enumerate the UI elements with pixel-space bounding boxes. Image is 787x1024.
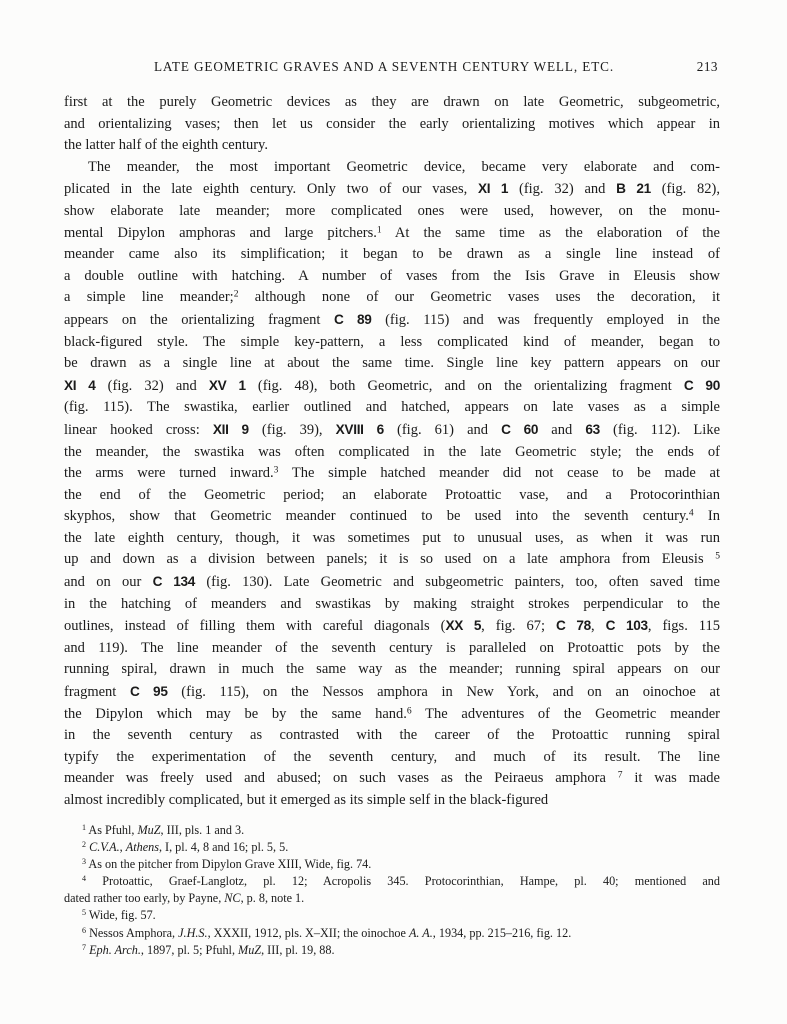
- text-line: [64, 178, 720, 201]
- text-line: [64, 594, 720, 616]
- text-run: Nessos Amphora,: [86, 925, 179, 940]
- text-run: and 119). The line meander of the seventh century is paralleled on Protoattic pots by the: [64, 639, 720, 656]
- text-line: [64, 615, 720, 638]
- footnote-ref: 3: [82, 857, 87, 867]
- text-run: , 1897, pl. 5; Pfuhl,: [140, 942, 239, 957]
- text-run: it was made: [622, 770, 720, 787]
- text-run: a double outline with hatching. A number of vases from the Isis Grave in Eleusis show: [64, 267, 720, 284]
- text-run: meander came also its simplification; it began to be drawn as a single line instead of: [64, 246, 720, 263]
- footnote-ref: 4: [688, 507, 694, 519]
- text-run: At the same time as the elaboration of the: [381, 224, 720, 241]
- text-run: the end of the Geometric period; an elaborate Protoattic vase, and a Protocorinthian: [64, 486, 720, 503]
- text-run: plicated in the late eighth century. Only two of our vases,: [64, 181, 479, 198]
- text-run: , p. 8, note 1.: [240, 891, 305, 906]
- text-run: , XXXII, 1912, pls. X–XII; the oinochoe: [207, 925, 409, 940]
- text-run: Protoattic, Graef-Langlotz, pl. 12; Acropolis 345. Protocorinthian, Hampe, pl. 40; mentioned and: [86, 874, 720, 889]
- text-run: (fig. 39),: [248, 421, 336, 438]
- footnote-ref: 7: [617, 769, 623, 781]
- text-line: [64, 790, 720, 812]
- footnote-item: [64, 873, 720, 907]
- vase-designation: C 95: [130, 684, 168, 700]
- text-run: running spiral, drawn in much the same way as the meander; running spiral appears on our: [64, 661, 720, 678]
- text-run: in the seventh century as contrasted with the career of the Protoattic running spiral: [64, 727, 720, 744]
- italic-citation: J.H.S.: [178, 925, 208, 940]
- text-run: outlines, instead of filling them with careful diagonals (: [64, 618, 446, 635]
- italic-citation: C.V.A.: [89, 840, 120, 855]
- text-run: dated rather too early, by Payne,: [64, 891, 225, 906]
- text-run: Wide, fig. 57.: [86, 908, 156, 923]
- text-run: and orientalizing vases; then let us consider the early orientalizing motives which appear in: [64, 115, 720, 132]
- text-line: [64, 201, 720, 223]
- text-run: although none of our Geometric vases uses the decoration, it: [238, 289, 720, 306]
- vase-designation: C 134: [152, 574, 196, 590]
- text-line: [64, 114, 720, 136]
- text-run: , 1934, pp. 215–216, fig. 12.: [432, 925, 572, 940]
- text-line: [64, 397, 720, 419]
- text-run: and on our: [64, 574, 153, 591]
- text-line: [64, 135, 720, 157]
- text-run: linear hooked cross:: [64, 421, 213, 438]
- text-run: The simple hatched meander did not cease to be made at: [278, 465, 720, 482]
- italic-citation: Eph. Arch.: [89, 942, 141, 957]
- text-run: skyphos, show that Geometric meander continued to be used into the seventh century.: [64, 508, 689, 525]
- text-run: appears on the orientalizing fragment: [64, 311, 334, 328]
- page-number: 213: [696, 59, 718, 74]
- text-run: black-figured style. The simple key-pattern, a less complicated kind of meander, began to: [64, 333, 720, 350]
- footnote-line: [64, 856, 720, 873]
- text-run: in the hatching of meanders and swastikas by making straight strokes perpendicular to the: [64, 595, 720, 612]
- text-run: (fig. 32) and: [508, 181, 617, 198]
- paragraph: [64, 157, 720, 812]
- footnote-ref: 1: [82, 823, 87, 833]
- vase-designation: XX 5: [445, 618, 482, 634]
- text-run: As Pfuhl,: [86, 823, 138, 837]
- text-run: typify the experimentation of the seventh century, and much of its result. The line: [64, 748, 720, 765]
- text-line: [64, 92, 720, 114]
- italic-citation: A. A.: [408, 925, 433, 940]
- footnote-item: [64, 925, 720, 942]
- text-line: [64, 768, 720, 790]
- footnote-item: [64, 856, 720, 873]
- text-line: [64, 244, 720, 266]
- body-text: [64, 92, 720, 812]
- text-line: [64, 528, 720, 550]
- text-run: show elaborate late meander; more complicated ones were used, however, on the monu-: [64, 202, 720, 219]
- text-line: [64, 419, 720, 442]
- text-run: ,: [590, 618, 606, 635]
- text-run: and: [538, 421, 586, 438]
- text-run: (fig. 48), both Geometric, and on the orientalizing fragment: [245, 377, 684, 394]
- footnote-ref: 5: [82, 908, 87, 918]
- text-run: the late eighth century, though, it was sometimes put to unusual uses, as when it was run: [64, 529, 720, 546]
- footnote-ref: 5: [715, 550, 720, 562]
- text-run: (fig. 115) and was frequently employed in the: [371, 311, 720, 328]
- text-run: the meander, the swastika was often complicated in the late Geometric style; the ends of: [64, 443, 720, 460]
- vase-designation: XI 4: [64, 377, 96, 393]
- text-run: The meander, the most important Geometric device, became very elaborate and com-: [88, 158, 720, 175]
- footnote-ref: 4: [82, 874, 87, 884]
- text-run: the latter half of the eighth century.: [64, 137, 268, 154]
- footnote-line: [64, 942, 720, 959]
- text-run: (fig. 115), on the Nessos amphora in New York, and on an oinochoe at: [167, 684, 720, 701]
- page-header-title: LATE GEOMETRIC GRAVES AND A SEVENTH CENTURY WELL, ETC.: [153, 59, 615, 74]
- footnote-ref: 6: [406, 705, 412, 717]
- text-line: [64, 659, 720, 681]
- text-run: In: [693, 508, 720, 525]
- italic-citation: NC: [224, 891, 241, 906]
- footnote-item: [64, 839, 720, 856]
- text-line: [64, 266, 720, 288]
- text-run: up and down as a division between panels; it is so used on a late amphora from Eleusis: [64, 551, 716, 568]
- text-run: ,: [119, 840, 126, 855]
- text-line: [64, 353, 720, 375]
- text-run: , III, pls. 1 and 3.: [160, 823, 245, 837]
- vase-designation: B 21: [616, 181, 651, 197]
- text-line: [64, 506, 720, 528]
- text-line: [64, 571, 720, 594]
- text-run: (fig. 130). Late Geometric and subgeometric painters, too, often saved time: [195, 574, 720, 591]
- text-run: a simple line meander;: [64, 289, 234, 306]
- text-line: [64, 287, 720, 309]
- footnote-ref: 6: [82, 925, 87, 935]
- running-head: [64, 59, 720, 79]
- paragraph: [64, 92, 720, 157]
- vase-designation: C 90: [683, 377, 720, 393]
- italic-citation: MuZ: [238, 942, 262, 957]
- text-line: [64, 638, 720, 660]
- text-line: [64, 704, 720, 726]
- italic-citation: Athens: [125, 840, 159, 855]
- text-line: [64, 375, 720, 398]
- text-run: the arms were turned inward.: [64, 465, 274, 482]
- text-line: [64, 681, 720, 704]
- footnote-line: [64, 839, 720, 856]
- text-line: [64, 485, 720, 507]
- text-run: (fig. 61) and: [383, 421, 502, 438]
- footnotes-section: [64, 822, 720, 959]
- vase-designation: C 60: [501, 421, 539, 437]
- text-run: As on the pitcher from Dipylon Grave XIII, Wide, fig. 74.: [86, 857, 372, 872]
- vase-designation: XII 9: [212, 421, 249, 437]
- text-run: (fig. 32) and: [95, 377, 209, 394]
- text-run: (fig. 112). Like: [599, 421, 720, 438]
- footnote-item: [64, 942, 720, 959]
- footnote-ref: 3: [273, 464, 279, 476]
- vase-designation: C 89: [334, 311, 372, 327]
- footnote-item: [64, 907, 720, 924]
- vase-designation: 63: [585, 421, 600, 437]
- footnote-ref: 7: [82, 942, 87, 952]
- text-line: [64, 549, 720, 571]
- footnote-ref: 1: [376, 223, 382, 235]
- text-run: (fig. 82),: [650, 181, 720, 198]
- vase-designation: XI 1: [478, 181, 509, 197]
- text-line: [64, 442, 720, 464]
- text-run: fragment: [64, 684, 130, 701]
- footnote-line: [64, 925, 720, 942]
- footnote-line: [64, 822, 720, 839]
- text-line: [64, 309, 720, 332]
- footnote-ref: 2: [233, 288, 239, 300]
- text-run: almost incredibly complicated, but it emerged as its simple self in the black-figured: [64, 792, 549, 808]
- text-run: , figs. 115: [647, 618, 721, 635]
- text-line: [64, 223, 720, 245]
- text-line: [64, 725, 720, 747]
- text-line: [64, 747, 720, 769]
- vase-designation: C 78: [556, 618, 591, 634]
- text-run: mental Dipylon amphoras and large pitchers.: [64, 224, 377, 241]
- text-run: The adventures of the Geometric meander: [411, 705, 720, 722]
- text-run: , I, pl. 4, 8 and 16; pl. 5, 5.: [158, 840, 289, 855]
- text-run: (fig. 115). The swastika, earlier outlined and hatched, appears on late vases as a simple: [64, 399, 720, 416]
- text-run: , III, pl. 19, 88.: [261, 942, 335, 957]
- footnote-line: [64, 907, 720, 924]
- text-line: [64, 157, 720, 179]
- text-run: first at the purely Geometric devices as they are drawn on late Geometric, subgeometric,: [64, 94, 720, 110]
- footnote-ref: 2: [82, 840, 87, 850]
- footnote-line: [64, 873, 720, 890]
- footnote-line: [64, 890, 720, 907]
- text-run: be drawn as a single line at about the same time. Single line key pattern appears on our: [64, 355, 720, 372]
- vase-designation: C 103: [605, 618, 648, 634]
- footnote-item: [64, 822, 720, 839]
- vase-designation: XVIII 6: [335, 421, 384, 437]
- text-run: the Dipylon which may be by the same hand.: [64, 705, 407, 722]
- text-line: [64, 463, 720, 485]
- vase-designation: XV 1: [208, 377, 246, 393]
- text-line: [64, 332, 720, 354]
- text-run: meander was freely used and abused; on such vases as the Peiraeus amphora: [64, 770, 618, 787]
- italic-citation: MuZ: [137, 823, 161, 837]
- text-run: , fig. 67;: [481, 618, 557, 635]
